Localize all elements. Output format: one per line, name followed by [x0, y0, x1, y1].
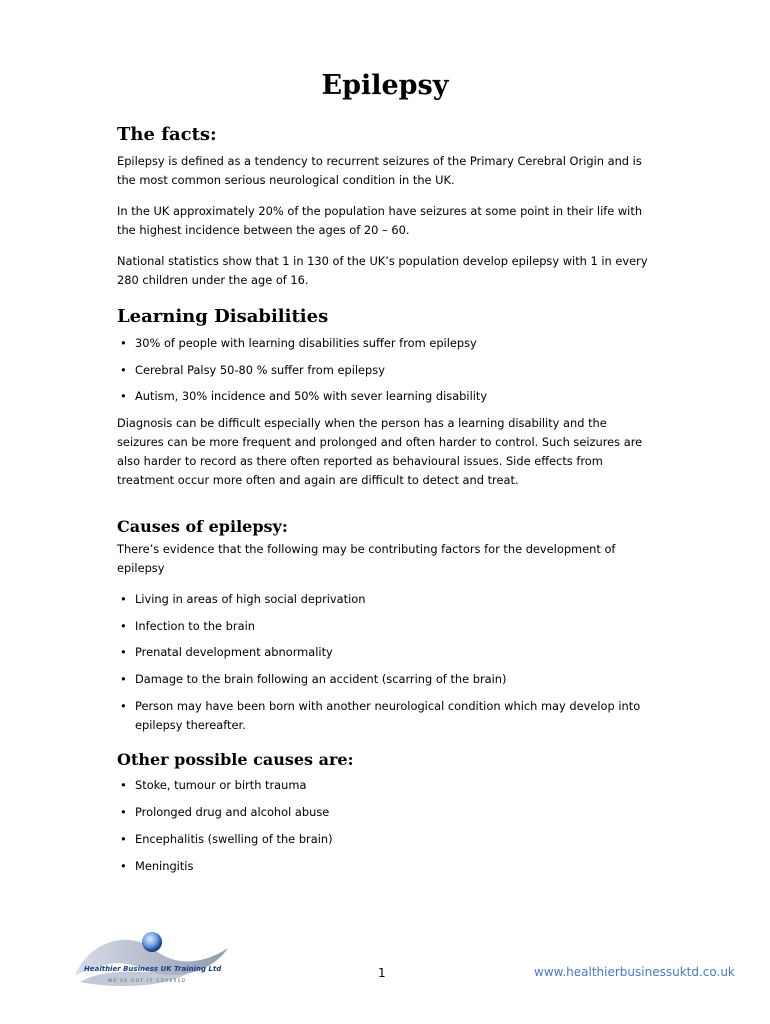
causes-heading: Causes of epilepsy:: [117, 517, 288, 536]
other-bullet-3: • Encephalitis (swelling of the brain): [120, 830, 660, 849]
company-logo: [70, 920, 230, 995]
facts-paragraph-3: National statistics show that 1 in 130 of the UK’s population develop epilepsy with 1 in every 280 children under the age of 16.: [117, 254, 648, 287]
page-title: Epilepsy: [321, 70, 449, 101]
causes-bullet-1: • Living in areas of high social deprivation: [120, 590, 660, 609]
page-number: 1: [378, 966, 386, 980]
other-bullet-1: • Stoke, tumour or birth trauma: [120, 776, 660, 795]
learning-heading: Learning Disabilities: [117, 306, 329, 327]
learning-bullet-2: • Cerebral Palsy 50-80 % suffer from epilepsy: [120, 361, 660, 380]
learning-bullet-3: • Autism, 30% incidence and 50% with sever learning disability: [120, 387, 660, 406]
other-heading: Other possible causes are:: [117, 750, 354, 769]
learning-bullet-1: • 30% of people with learning disabilities suffer from epilepsy: [120, 334, 660, 353]
causes-bullet-3: • Prenatal development abnormality: [120, 643, 660, 662]
causes-intro: There’s evidence that the following may be contributing factors for the development of epilepsy: [117, 542, 616, 575]
causes-bullet-2: • Infection to the brain: [120, 617, 660, 636]
facts-paragraph-2: In the UK approximately 20% of the population have seizures at some point in their life with the highest incidence between the ages of 20 – 60.: [117, 204, 643, 237]
facts-paragraph-1: Epilepsy is defined as a tendency to recurrent seizures of the Primary Cerebral Origin and is the most common serious neurological condition in the UK.: [117, 154, 642, 187]
footer-website-link[interactable]: www.healthierbusinessuktd.co.uk: [534, 965, 735, 979]
logo-tagline: WE'VE GOT IT COVERED: [108, 978, 187, 983]
other-bullet-2: • Prolonged drug and alcohol abuse: [120, 803, 660, 822]
logo-swoosh-icon: [70, 920, 230, 995]
logo-text: Healthier Business UK Training Ltd: [84, 965, 222, 973]
causes-bullet-5: • Person may have been born with another neurological condition which may develop into epilepsy thereafter.: [120, 697, 660, 735]
facts-heading: The facts:: [117, 124, 217, 145]
causes-bullet-4: • Damage to the brain following an accident (scarring of the brain): [120, 670, 660, 689]
other-bullet-4: • Meningitis: [120, 857, 660, 876]
learning-paragraph: Diagnosis can be difficult especially when the person has a learning disability and the seizures can be more frequent and prolonged and often harder to control. Such seizures are also harder to record as there often reported as behavioural issues. Side effects from treatment occur more often and again are difficult to detect and treat.: [117, 416, 643, 487]
